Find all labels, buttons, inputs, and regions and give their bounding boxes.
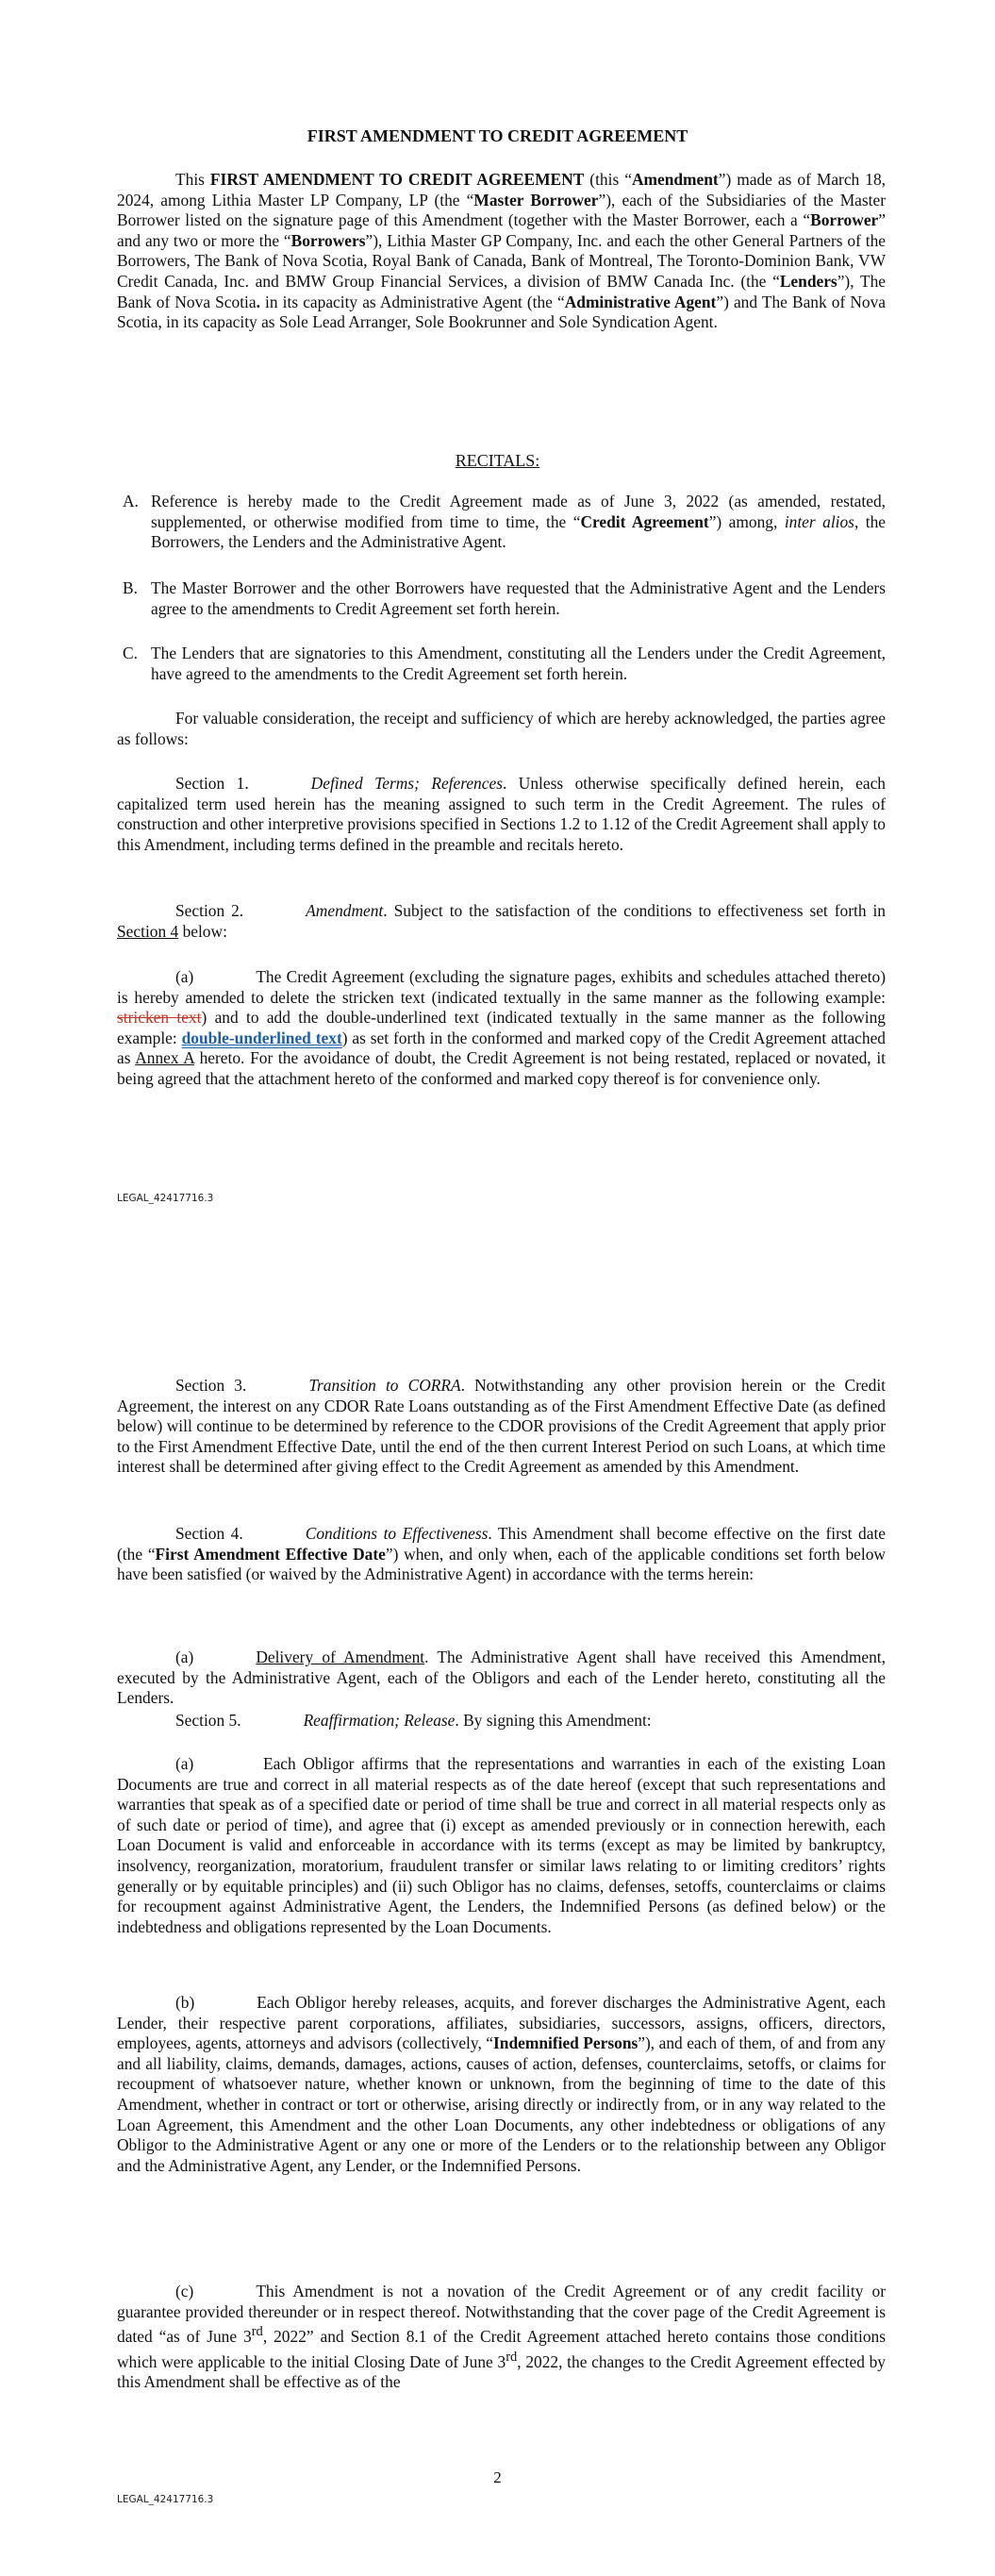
text-run: Reference is hereby made to the Credit Agreement made as of June 3, 2022 (as amended, restated, supplemented, or otherwise modified from time to time, the “ xyxy=(151,492,886,531)
page-2 xyxy=(0,1288,995,2576)
italic-heading: Defined Terms; References xyxy=(310,774,503,793)
text-run: ”) and The Bank of Nova Scotia, in its capacity as Sole Lead Arranger, Sole Bookrunner and Sole Syndication Agent. xyxy=(117,292,887,332)
section-5-paragraph xyxy=(117,1711,886,1731)
stricken-example: stricken text xyxy=(117,1008,202,1028)
section-1-paragraph xyxy=(117,774,886,855)
text-run: ” and any two or more the “ xyxy=(117,210,886,250)
bold-term: Lenders xyxy=(779,271,837,291)
text-run: . Notwithstanding any other provision herein or the Credit Agreement, the interest on any CDOR Rate Loans outstanding as of the First Amendment Effective Date (as defined below) will continue to be determined by reference to the CDOR provisions of the Credit Agreement that apply prior to the First Amendment Effective Date, until the end of the then current Interest Period on such Loans, at which time interest shall be determined after giving effect to the Credit Agreement as amended by this Amendment. xyxy=(117,1376,886,1477)
text-run: Section 2. xyxy=(175,901,244,920)
preamble-paragraph xyxy=(117,170,886,333)
section-2a-paragraph xyxy=(117,967,886,1090)
text-run: Section 1. xyxy=(175,774,249,793)
section-5b-paragraph xyxy=(117,1993,886,2176)
text-run: For valuable consideration, the receipt and sufficiency of which are hereby acknowledged, the parties agree as follows: xyxy=(117,709,886,748)
consideration-paragraph xyxy=(117,709,886,749)
bold-term: Amendment xyxy=(631,170,719,189)
text-run: Each Obligor hereby releases, acquits, and forever discharges the Administrative Agent, each Lender, their respective parent corporations, affiliates, subsidiaries, successors, assigns, officers, directors, employees, agents, attorneys and advisors (collectively, “ xyxy=(117,1993,886,2053)
recital-marker: C. xyxy=(123,644,138,662)
recitals-heading: RECITALS: xyxy=(455,451,540,470)
section-5a-paragraph xyxy=(117,1754,886,1937)
text-run: . Unless otherwise specifically defined herein, each capitalized term used herein has the meaning assigned to such term in the Credit Agreement. The rules of construction and other interpretive provisions specified in Sections 1.2 to 1.12 of the Credit Agreement shall apply to this Amendment, including terms defined in the preamble and recitals hereto. xyxy=(117,774,886,854)
bold-term: . xyxy=(256,292,260,311)
text-run: , 2022” and Section 8.1 of the Credit Agreement attached hereto contains those conditions which were applicable to the initial Closing Date of June 3 xyxy=(117,2326,886,2371)
italic-heading: Reaffirmation; Release xyxy=(303,1711,456,1730)
recital-c xyxy=(123,644,886,684)
bold-term: First Amendment Effective Date xyxy=(155,1544,386,1564)
italic-heading: inter alios xyxy=(784,511,854,531)
footer-code: LEGAL_42417716.3 xyxy=(117,2494,214,2505)
recital-marker: B. xyxy=(123,578,138,597)
text-run: . By signing this Amendment: xyxy=(455,1711,652,1730)
text-run: , the Borrowers, the Lenders and the Administrative Agent. xyxy=(151,511,887,552)
text-run: below: xyxy=(178,921,227,941)
text-run: (a) xyxy=(175,1648,194,1666)
text-run: ”), and each of them, of and from any and all liability, claims, demands, damages, actions, causes of action, defenses, counterclaims, setoffs, or claims for recoupment of whatsoever nature, whether known or unknown, from the beginning of time to the date of this Amendment, whether in contract or tort or otherwise, arising directly or indirectly from, or in any way related to the Loan Agreement, this Amendment and the other Loan Documents, any other indebtedness or obligations of any Obligor to the Administrative Agent or any one or more of the Lenders or to the relationship between any Obligor and the Administrative Agent, any Lender, or the Indemnified Persons. xyxy=(117,2033,886,2175)
bold-term: Master Borrower xyxy=(473,190,599,209)
text-run: ”), The Bank of Nova Scotia xyxy=(117,271,887,311)
underlined-ref: Delivery of Amendment xyxy=(256,1648,425,1666)
text-run: . The Administrative Agent shall have received this Amendment, executed by the Administrative Agent, each of the Obligors and each of the Lender hereto, constituting all the Lenders. xyxy=(117,1648,886,1708)
text-run: ) and to add the double-underlined text (indicated textually in the same manner as the following example: xyxy=(117,1008,886,1047)
section-4-paragraph xyxy=(117,1524,886,1585)
text-run: (this “ xyxy=(584,170,632,189)
text-run: Section 5. xyxy=(175,1711,241,1730)
page-number: 2 xyxy=(493,2468,502,2486)
text-run: ”) made as of March 18, 2024, among Lithia Master LP Company, LP (the “ xyxy=(117,170,886,209)
text-run: . This Amendment shall become effective on the first date (the “ xyxy=(117,1524,886,1564)
text-run: , 2022, the changes to the Credit Agreement effected by this Amendment shall be effective as of the xyxy=(117,2351,886,2391)
text-run: (a) xyxy=(175,1754,194,1773)
text-run: ”) among, xyxy=(708,511,785,531)
recital-b xyxy=(123,578,886,619)
double-underlined-example: double-underlined text xyxy=(181,1028,342,1047)
italic-heading: Transition to CORRA xyxy=(308,1376,461,1395)
text-run: in its capacity as Administrative Agent (the “ xyxy=(259,292,565,311)
text-run: This Amendment is not a novation of the Credit Agreement or of any credit facility or guarantee provided thereunder or in respect thereof. Notwithstanding that the cover page of the Credit Agreement is dated “as of June 3 xyxy=(117,2282,886,2346)
text-run: The Lenders that are signatories to this Amendment, constituting all the Lenders under the Credit Agreement, have agreed to the amendments to the Credit Agreement set forth herein. xyxy=(151,644,886,683)
section-2-paragraph xyxy=(117,901,886,942)
text-run: (b) xyxy=(175,1993,195,2012)
underlined-ref: Annex A xyxy=(135,1048,194,1068)
text-run: Each Obligor affirms that the representations and warranties in each of the existing Loan Documents are true and correct in all material respects as of the date hereof (except that such representations and warranties that speak as of a specified date or period of time shall be true and correct in all material respects only as of such date or period of time), and agree that (i) except as amended previously or in connection herewith, each Loan Document is valid and enforceable in accordance with its terms (except as may be limited by bankruptcy, insolvency, reorganization, moratorium, fraudulent transfer or similar laws relating to or limiting creditors’ rights generally or by equitable principles) and (ii) such Obligor has no claims, defenses, setoffs, counterclaims or claims for recoupment against Administrative Agent, the Lenders, the Indemnified Persons (as defined below) or the indebtedness and obligations represented by the Loan Documents. xyxy=(117,1754,886,1936)
section-3-paragraph xyxy=(117,1376,886,1478)
text-run: . Subject to the satisfaction of the conditions to effectiveness set forth in xyxy=(383,901,886,920)
recital-a xyxy=(123,492,887,553)
bold-term: Indemnified Persons xyxy=(493,2033,638,2053)
document-title: FIRST AMENDMENT TO CREDIT AGREEMENT xyxy=(307,126,688,145)
superscript: rd xyxy=(506,2349,518,2365)
italic-heading: Conditions to Effectiveness xyxy=(305,1524,489,1543)
text-run: This xyxy=(175,170,210,189)
recital-marker: A. xyxy=(123,492,139,510)
bold-term: Borrower xyxy=(810,210,879,230)
section-5c-paragraph xyxy=(117,2282,886,2393)
bold-term: Credit Agreement xyxy=(580,511,709,531)
text-run: ) as set forth in the conformed and marked copy of the Credit Agreement attached as xyxy=(117,1028,886,1068)
text-run: (c) xyxy=(175,2282,194,2300)
superscript: rd xyxy=(251,2324,263,2340)
section-4a-paragraph xyxy=(117,1648,886,1709)
footer-code: LEGAL_42417716.3 xyxy=(117,1193,214,1204)
text-run: hereto. For the avoidance of doubt, the Credit Agreement is not being restated, replaced or novated, it being agreed that the attachment hereto of the conformed and marked copy thereof is for convenience only. xyxy=(117,1048,886,1088)
text-run: ”), Lithia Master GP Company, Inc. and each the other General Partners of the Borrowers, The Bank of Nova Scotia, Royal Bank of Canada, Bank of Montreal, The Toronto-Dominion Bank, VW Credit Canada, Inc. and BMW Group Financial Services, a division of BMW Canada Inc. (the “ xyxy=(117,230,886,291)
bold-term: FIRST AMENDMENT TO CREDIT AGREEMENT xyxy=(209,170,585,189)
bold-term: Borrowers xyxy=(290,230,366,250)
text-run: The Credit Agreement (excluding the signature pages, exhibits and schedules attached thereto) is hereby amended to delete the stricken text (indicated textually in the same manner as the following example: xyxy=(117,967,886,1007)
text-run: ”) when, and only when, each of the applicable conditions set forth below have been satisfied (or waived by the Administrative Agent) in accordance with the terms herein: xyxy=(117,1544,886,1584)
text-run: ”), each of the Subsidiaries of the Master Borrower listed on the signature page of this Amendment (together with the Master Borrower, each a “ xyxy=(117,190,887,230)
text-run: Section 4. xyxy=(175,1524,243,1543)
italic-heading: Amendment xyxy=(306,901,384,920)
text-run: (a) xyxy=(175,967,194,986)
text-run: Section 3. xyxy=(175,1376,247,1395)
bold-term: Administrative Agent xyxy=(564,292,717,311)
text-run: The Master Borrower and the other Borrowers have requested that the Administrative Agent and the Lenders agree to the amendments to Credit Agreement set forth herein. xyxy=(151,578,886,618)
underlined-ref: Section 4 xyxy=(117,921,179,941)
